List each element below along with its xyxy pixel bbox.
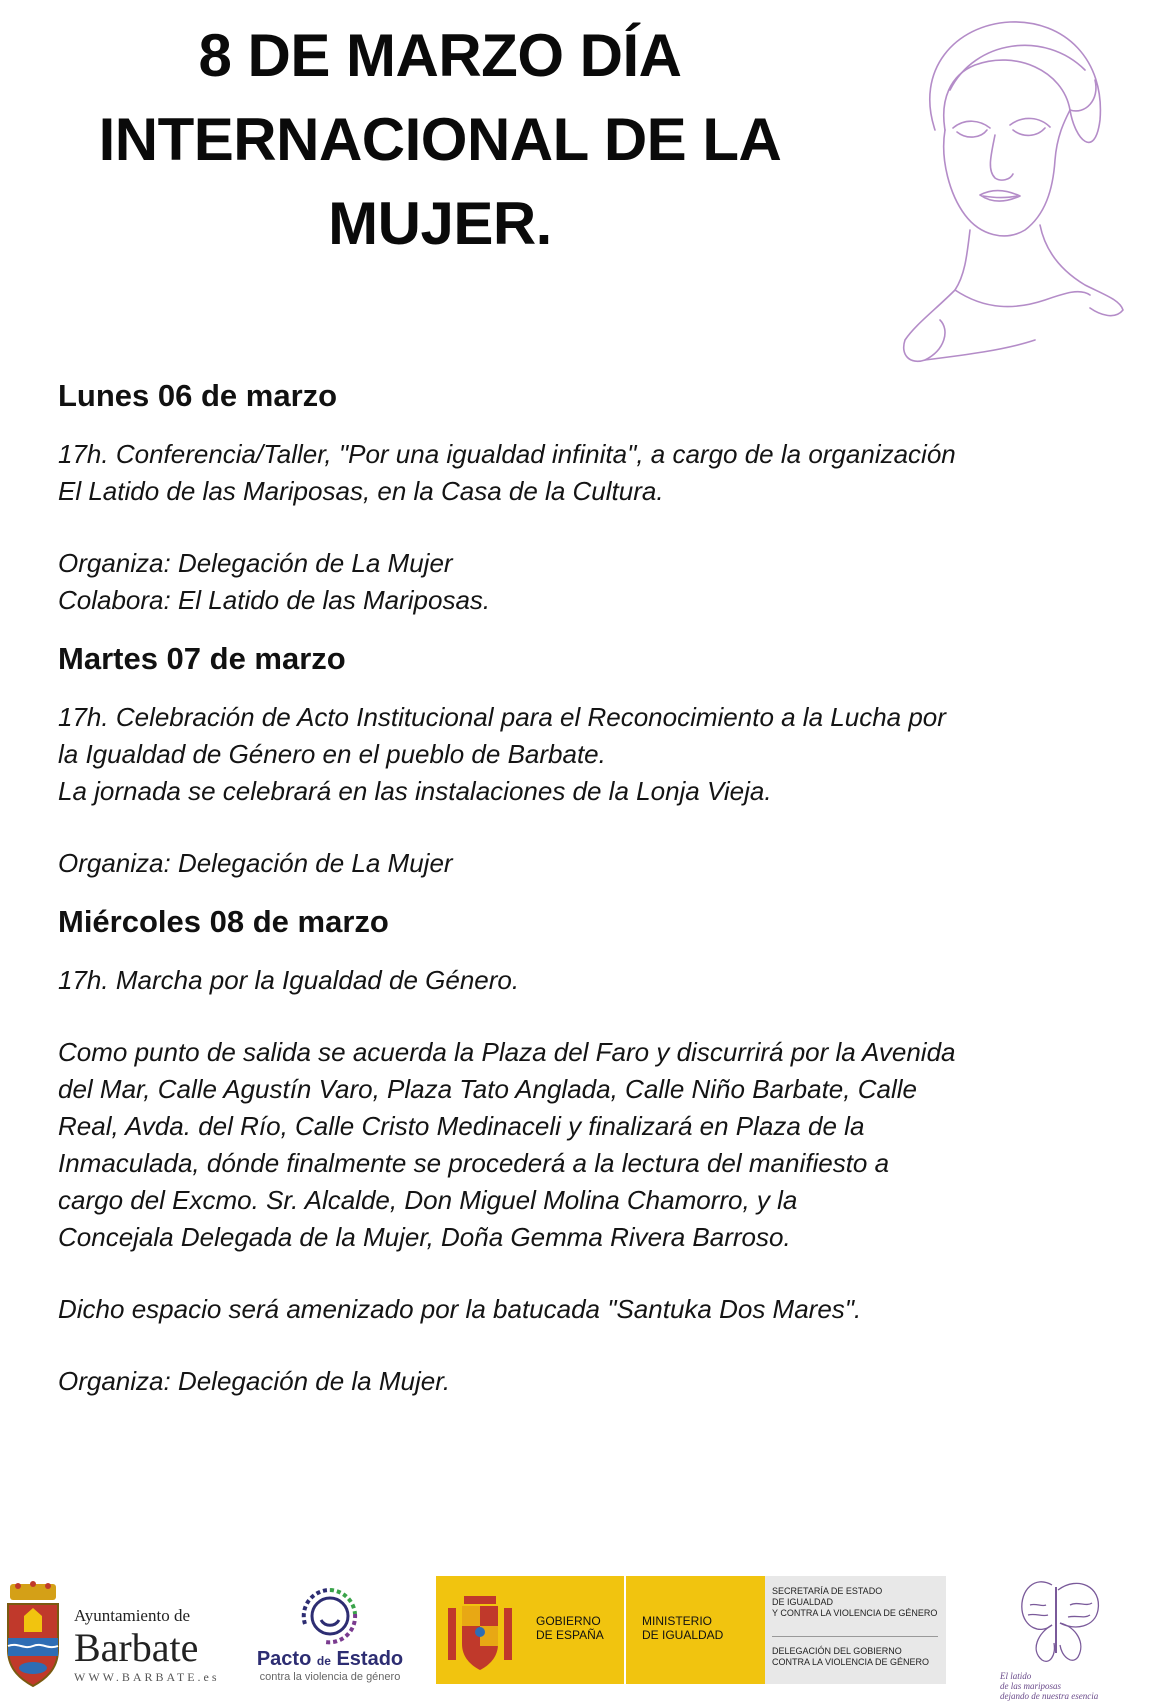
monday-organiza: Organiza: Delegación de La Mujer — [58, 548, 453, 578]
ministerio-igualdad-text: MINISTERIO DE IGUALDAD — [642, 1614, 724, 1642]
barbate-website: WWW.BARBATE.es — [74, 1670, 220, 1684]
program-content — [58, 376, 1118, 1400]
latido-mariposas-logo — [990, 1565, 1130, 1701]
wednesday-route: Como punto de salida se acuerda la Plaza del Faro y discurrirá por la Avenida del Mar, Calle Agustín Varo, Plaza Tato Anglada, Calle Niño Barbate, Calle Real, Avda. del Río, Calle Cristo Medinaceli y finalizará en Plaza de la Inmaculada, dónde finalmente se procederá a la lectura del manifiesto a cargo del Excmo. Sr. Alcalde, Don Miguel Molina Chamorro, y la Concejala Delegada de la Mujer, Doña Gemma Rivera Barroso. — [58, 1037, 956, 1252]
wednesday-music: Dicho espacio será amenizado por la batucada "Santuka Dos Mares". — [58, 1294, 862, 1324]
barbate-crest-icon — [4, 1580, 62, 1690]
pacto-de-estado-logo — [255, 1580, 405, 1690]
day-heading-monday: Lunes 06 de marzo — [58, 378, 338, 413]
latido-line1: El latido — [1000, 1671, 1032, 1681]
wednesday-event: 17h. Marcha por la Igualdad de Género. — [58, 965, 520, 995]
page-title — [40, 14, 840, 266]
wednesday-organiza: Organiza: Delegación de la Mujer. — [58, 1366, 451, 1396]
spain-coat-of-arms-icon — [444, 1586, 516, 1674]
title-line-3: MUJER. — [328, 190, 552, 257]
secretaria-estado-text: SECRETARÍA DE ESTADO DE IGUALDAD Y CONTRA LA VIOLENCIA DE GÉNERO — [772, 1586, 938, 1618]
latido-line3: dejando de nuestra esencia — [1000, 1691, 1099, 1701]
butterfly-icon — [990, 1565, 1130, 1670]
barbate-line1: Ayuntamiento de — [74, 1606, 190, 1625]
gobierno-espana-logo — [436, 1576, 946, 1684]
pacto-smile-ring-icon — [285, 1580, 375, 1648]
day-heading-tuesday: Martes 07 de marzo — [58, 641, 346, 676]
pacto-title: Pacto de Estado — [256, 1648, 404, 1670]
monday-event: 17h. Conferencia/Taller, "Por una igualdad infinita", a cargo de la organización El Latido de las Mariposas, en la Casa de la Cultura. — [58, 439, 956, 506]
gobierno-espana-text: GOBIERNO DE ESPAÑA — [536, 1614, 604, 1642]
latido-line2: de las mariposas — [1000, 1681, 1062, 1691]
title-line-2: INTERNACIONAL DE LA — [98, 106, 782, 173]
pacto-subtitle: contra la violencia de género — [259, 1671, 401, 1683]
barbate-line2: Barbate — [74, 1625, 199, 1670]
sponsor-logos — [0, 1560, 1167, 1700]
tuesday-event: 17h. Celebración de Acto Institucional para el Reconocimiento a la Lucha por la Igualdad de Género en el pueblo de Barbate. La jornada se celebrará en las instalaciones de la Lonja Vieja. — [58, 702, 946, 806]
day-heading-wednesday: Miércoles 08 de marzo — [58, 904, 389, 939]
ayuntamiento-barbate-logo — [4, 1580, 224, 1690]
tuesday-organiza: Organiza: Delegación de La Mujer — [58, 848, 453, 878]
title-line-1: 8 DE MARZO DÍA — [198, 22, 682, 89]
woman-face-line-art — [895, 10, 1130, 375]
delegacion-gobierno-text: DELEGACIÓN DEL GOBIERNO CONTRA LA VIOLENCIA DE GÉNERO — [772, 1646, 930, 1667]
monday-colabora: Colabora: El Latido de las Mariposas. — [58, 585, 491, 615]
